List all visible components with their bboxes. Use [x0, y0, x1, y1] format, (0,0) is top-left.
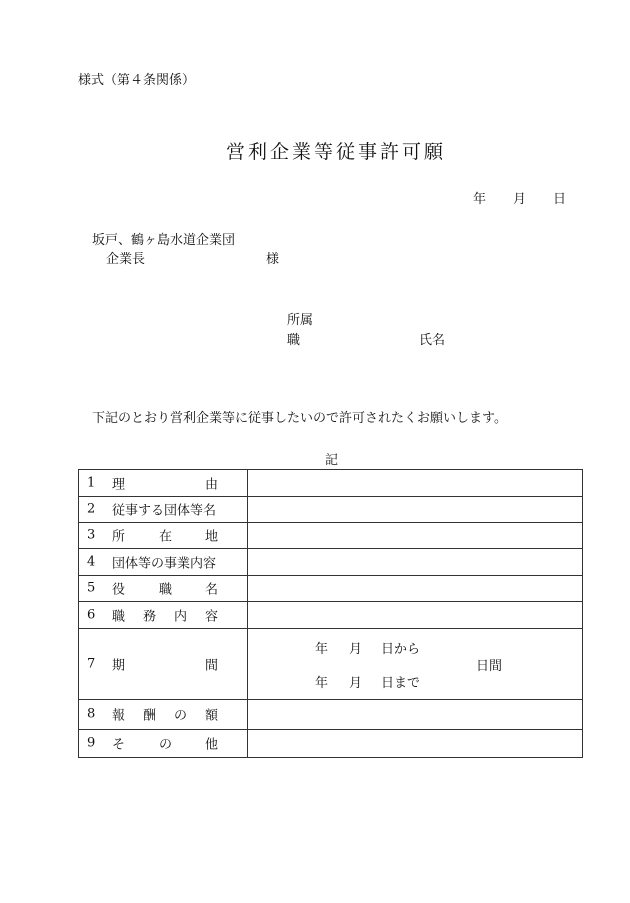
request-text: 下記のとおり営利企業等に従事したいので許可されたくお願いします。 — [92, 411, 507, 426]
label-char: 酬 — [143, 708, 157, 724]
applicant-job-title: 職 — [287, 333, 301, 348]
applicant-name: 氏名 — [419, 333, 446, 348]
label-char: の — [159, 737, 173, 753]
label-char: の — [174, 708, 188, 724]
label-char: 報 — [112, 708, 126, 724]
label-char: 職 — [112, 609, 126, 624]
row-number: 7 — [87, 656, 96, 671]
page-title: 営利企業等従事許可願 — [226, 141, 447, 163]
label-char: 所 — [112, 529, 126, 545]
row-label — [79, 601, 248, 628]
applicant-affiliation: 所属 — [287, 313, 314, 328]
table-row-reason — [79, 470, 582, 497]
period-from-day: 日から — [381, 642, 421, 657]
table-row-compensation — [79, 699, 582, 730]
table-row-business — [79, 548, 582, 576]
row-number: 8 — [87, 706, 96, 722]
period-from-year: 年 — [315, 642, 329, 657]
label-char: 他 — [205, 737, 219, 753]
period-to-day: 日まで — [381, 676, 421, 691]
row-number: 1 — [87, 475, 96, 491]
label-char: 期 — [112, 658, 126, 673]
details-table — [78, 469, 583, 758]
label-char: 団体等の事業内容 — [112, 556, 217, 571]
label-char: 額 — [205, 708, 219, 724]
date-year: 年 — [473, 192, 487, 207]
label-char: そ — [112, 737, 126, 753]
period-to-month: 月 — [349, 676, 363, 691]
label-char: 従事する団体等名 — [112, 503, 217, 519]
row-label — [79, 729, 248, 757]
date-line — [0, 192, 630, 208]
period-to-year: 年 — [315, 676, 329, 691]
label-char: 職 — [159, 582, 173, 598]
label-char: 役 — [112, 582, 126, 598]
table-row-duties — [79, 601, 582, 629]
label-char: 理 — [112, 477, 126, 493]
row-label — [79, 699, 248, 729]
row-number: 2 — [87, 501, 96, 517]
label-char: 名 — [205, 582, 219, 598]
label-char: 務 — [143, 609, 157, 624]
date-day: 日 — [553, 192, 567, 207]
row-label — [79, 470, 248, 496]
period-days: 日間 — [476, 659, 503, 674]
period-from-month: 月 — [349, 642, 363, 657]
table-row-organization — [79, 496, 582, 523]
form-label: 様式（第４条関係） — [78, 73, 196, 88]
label-char: 容 — [205, 609, 219, 624]
table-row-location — [79, 522, 582, 549]
table-row-period — [79, 628, 582, 700]
row-label — [79, 575, 248, 601]
label-char: 在 — [159, 529, 173, 545]
label-char: 間 — [205, 658, 219, 673]
addressee-honorific: 様 — [266, 252, 280, 267]
label-char: 内 — [174, 609, 188, 624]
row-number: 3 — [87, 527, 96, 543]
label-char: 由 — [205, 477, 219, 493]
row-number: 6 — [87, 607, 96, 622]
date-month: 月 — [513, 192, 527, 207]
record-label: 記 — [325, 453, 339, 468]
row-label — [79, 522, 248, 548]
table-row-other — [79, 729, 582, 757]
row-number: 9 — [87, 735, 96, 751]
row-number: 4 — [87, 554, 96, 569]
table-row-position — [79, 575, 582, 602]
addressee-org: 坂戸、鶴ヶ島水道企業団 — [92, 233, 236, 248]
addressee-position: 企業長 — [106, 252, 146, 267]
row-number: 5 — [87, 580, 96, 596]
row-label — [79, 496, 248, 522]
row-label — [79, 548, 248, 575]
label-char: 地 — [205, 529, 219, 545]
row-label — [79, 628, 248, 699]
